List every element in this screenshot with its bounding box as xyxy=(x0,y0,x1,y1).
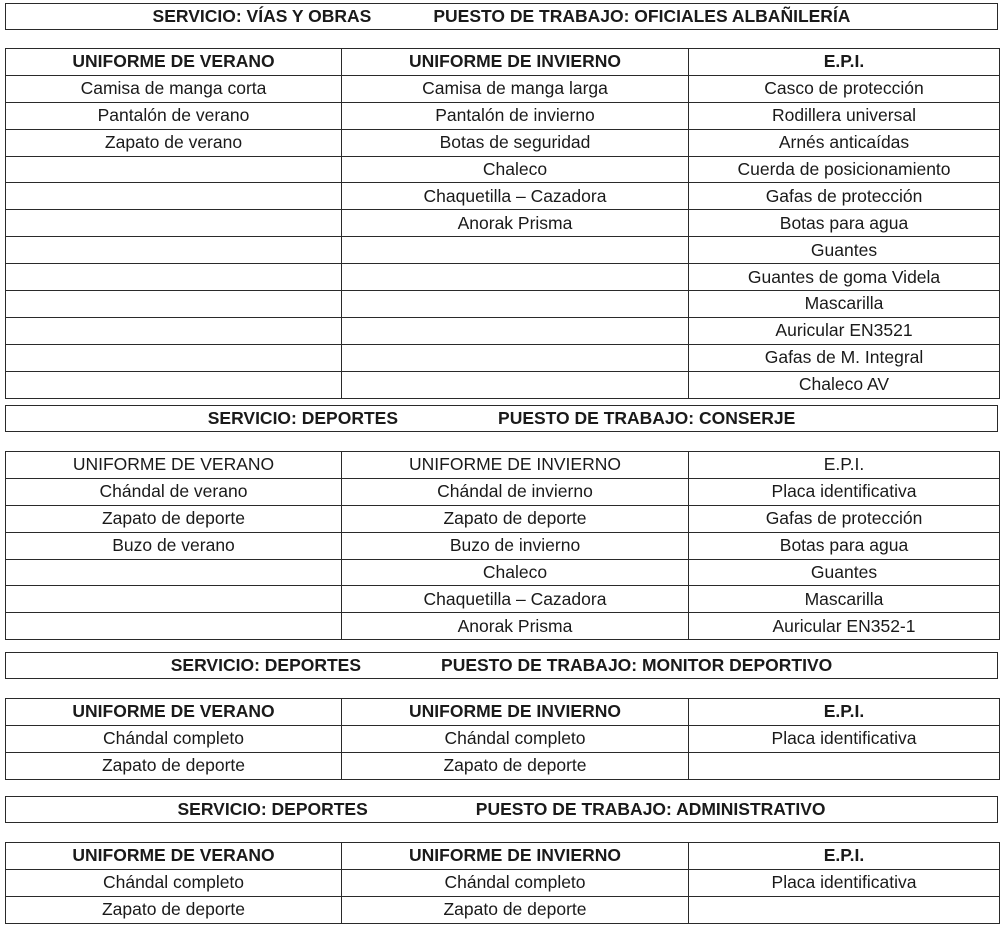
cell-verano: Zapato de deporte xyxy=(6,505,342,532)
table-row xyxy=(6,613,1000,640)
service-header-monitor xyxy=(5,652,998,679)
cell-invierno: Zapato de deporte xyxy=(342,752,689,779)
cell-epi: Placa identificativa xyxy=(689,725,1000,752)
cell-epi: Auricular EN352-1 xyxy=(689,613,1000,640)
table-row xyxy=(6,586,1000,613)
cell-verano xyxy=(6,156,342,183)
cell-verano: Zapato de deporte xyxy=(6,896,342,923)
table-row xyxy=(6,344,1000,371)
cell-invierno: Buzo de invierno xyxy=(342,532,689,559)
header-verano: UNIFORME DE VERANO xyxy=(6,699,342,726)
cell-epi: Cuerda de posicionamiento xyxy=(689,156,1000,183)
cell-epi: Chaleco AV xyxy=(689,371,1000,398)
table-header-row xyxy=(6,843,1000,870)
service-header-administrativo xyxy=(5,796,998,823)
puesto-label: PUESTO DE TRABAJO: CONSERJE xyxy=(498,408,796,428)
cell-invierno: Chándal de invierno xyxy=(342,478,689,505)
cell-invierno: Chaquetilla – Cazadora xyxy=(342,183,689,210)
cell-epi: Placa identificativa xyxy=(689,869,1000,896)
table-row xyxy=(6,129,1000,156)
service-header-conserje xyxy=(5,405,998,432)
header-invierno: UNIFORME DE INVIERNO xyxy=(342,49,689,76)
cell-verano xyxy=(6,559,342,586)
header-epi: E.P.I. xyxy=(689,452,1000,479)
cell-verano: Zapato de deporte xyxy=(6,752,342,779)
table-row xyxy=(6,156,1000,183)
cell-verano: Buzo de verano xyxy=(6,532,342,559)
cell-verano xyxy=(6,586,342,613)
cell-invierno: Zapato de deporte xyxy=(342,896,689,923)
cell-epi: Placa identificativa xyxy=(689,478,1000,505)
cell-verano: Pantalón de verano xyxy=(6,102,342,129)
header-verano: UNIFORME DE VERANO xyxy=(6,49,342,76)
cell-invierno xyxy=(342,371,689,398)
header-epi: E.P.I. xyxy=(689,699,1000,726)
cell-verano xyxy=(6,344,342,371)
cell-epi xyxy=(689,896,1000,923)
table-row xyxy=(6,478,1000,505)
cell-invierno: Camisa de manga larga xyxy=(342,75,689,102)
cell-invierno: Chándal completo xyxy=(342,725,689,752)
uniform-table-albanileria xyxy=(5,48,1000,399)
cell-verano: Zapato de verano xyxy=(6,129,342,156)
cell-invierno: Chándal completo xyxy=(342,869,689,896)
cell-epi: Mascarilla xyxy=(689,586,1000,613)
cell-epi: Auricular EN3521 xyxy=(689,317,1000,344)
cell-epi: Gafas de protección xyxy=(689,505,1000,532)
uniform-table-monitor xyxy=(5,698,1000,780)
table-row xyxy=(6,752,1000,779)
cell-verano: Chándal de verano xyxy=(6,478,342,505)
cell-verano xyxy=(6,264,342,291)
cell-verano xyxy=(6,210,342,237)
header-epi: E.P.I. xyxy=(689,843,1000,870)
cell-verano: Camisa de manga corta xyxy=(6,75,342,102)
table-header-row xyxy=(6,699,1000,726)
header-invierno: UNIFORME DE INVIERNO xyxy=(342,699,689,726)
cell-invierno xyxy=(342,237,689,264)
cell-epi: Guantes xyxy=(689,237,1000,264)
header-verano: UNIFORME DE VERANO xyxy=(6,452,342,479)
table-row xyxy=(6,505,1000,532)
table-row xyxy=(6,183,1000,210)
header-invierno: UNIFORME DE INVIERNO xyxy=(342,843,689,870)
puesto-label: PUESTO DE TRABAJO: ADMINISTRATIVO xyxy=(475,799,826,819)
uniform-table-conserje xyxy=(5,451,1000,640)
table-row xyxy=(6,371,1000,398)
servicio-label: SERVICIO: DEPORTES xyxy=(170,655,362,675)
table-row xyxy=(6,559,1000,586)
table-row xyxy=(6,291,1000,318)
cell-epi: Mascarilla xyxy=(689,291,1000,318)
table-header-row xyxy=(6,49,1000,76)
header-epi: E.P.I. xyxy=(689,49,1000,76)
cell-verano xyxy=(6,291,342,318)
table-row xyxy=(6,317,1000,344)
table-row xyxy=(6,725,1000,752)
cell-epi: Botas para agua xyxy=(689,532,1000,559)
cell-epi: Gafas de M. Integral xyxy=(689,344,1000,371)
cell-verano xyxy=(6,237,342,264)
cell-invierno: Chaquetilla – Cazadora xyxy=(342,586,689,613)
table-row xyxy=(6,869,1000,896)
cell-verano: Chándal completo xyxy=(6,725,342,752)
table-row xyxy=(6,532,1000,559)
table-header-row xyxy=(6,452,1000,479)
cell-epi: Rodillera universal xyxy=(689,102,1000,129)
cell-invierno: Zapato de deporte xyxy=(342,505,689,532)
table-row xyxy=(6,102,1000,129)
cell-invierno: Anorak Prisma xyxy=(342,210,689,237)
servicio-label: SERVICIO: DEPORTES xyxy=(207,408,399,428)
cell-invierno: Anorak Prisma xyxy=(342,613,689,640)
cell-invierno: Chaleco xyxy=(342,156,689,183)
table-row xyxy=(6,75,1000,102)
cell-epi: Guantes xyxy=(689,559,1000,586)
puesto-label: PUESTO DE TRABAJO: OFICIALES ALBAÑILERÍA xyxy=(433,6,851,26)
cell-epi xyxy=(689,752,1000,779)
table-row xyxy=(6,264,1000,291)
service-header-vias-obras xyxy=(5,3,998,30)
cell-invierno xyxy=(342,291,689,318)
table-row xyxy=(6,210,1000,237)
uniform-table-administrativo xyxy=(5,842,1000,924)
cell-verano: Chándal completo xyxy=(6,869,342,896)
cell-invierno: Pantalón de invierno xyxy=(342,102,689,129)
servicio-label: SERVICIO: DEPORTES xyxy=(177,799,368,819)
cell-verano xyxy=(6,317,342,344)
puesto-label: PUESTO DE TRABAJO: MONITOR DEPORTIVO xyxy=(441,655,833,675)
cell-invierno xyxy=(342,344,689,371)
cell-invierno: Chaleco xyxy=(342,559,689,586)
table-row xyxy=(6,237,1000,264)
cell-invierno: Botas de seguridad xyxy=(342,129,689,156)
servicio-label: SERVICIO: VÍAS Y OBRAS xyxy=(152,6,372,26)
cell-invierno xyxy=(342,264,689,291)
cell-invierno xyxy=(342,317,689,344)
cell-verano xyxy=(6,613,342,640)
cell-verano xyxy=(6,183,342,210)
cell-epi: Guantes de goma Videla xyxy=(689,264,1000,291)
cell-epi: Botas para agua xyxy=(689,210,1000,237)
cell-epi: Gafas de protección xyxy=(689,183,1000,210)
header-verano: UNIFORME DE VERANO xyxy=(6,843,342,870)
table-row xyxy=(6,896,1000,923)
cell-verano xyxy=(6,371,342,398)
header-invierno: UNIFORME DE INVIERNO xyxy=(342,452,689,479)
cell-epi: Casco de protección xyxy=(689,75,1000,102)
cell-epi: Arnés anticaídas xyxy=(689,129,1000,156)
